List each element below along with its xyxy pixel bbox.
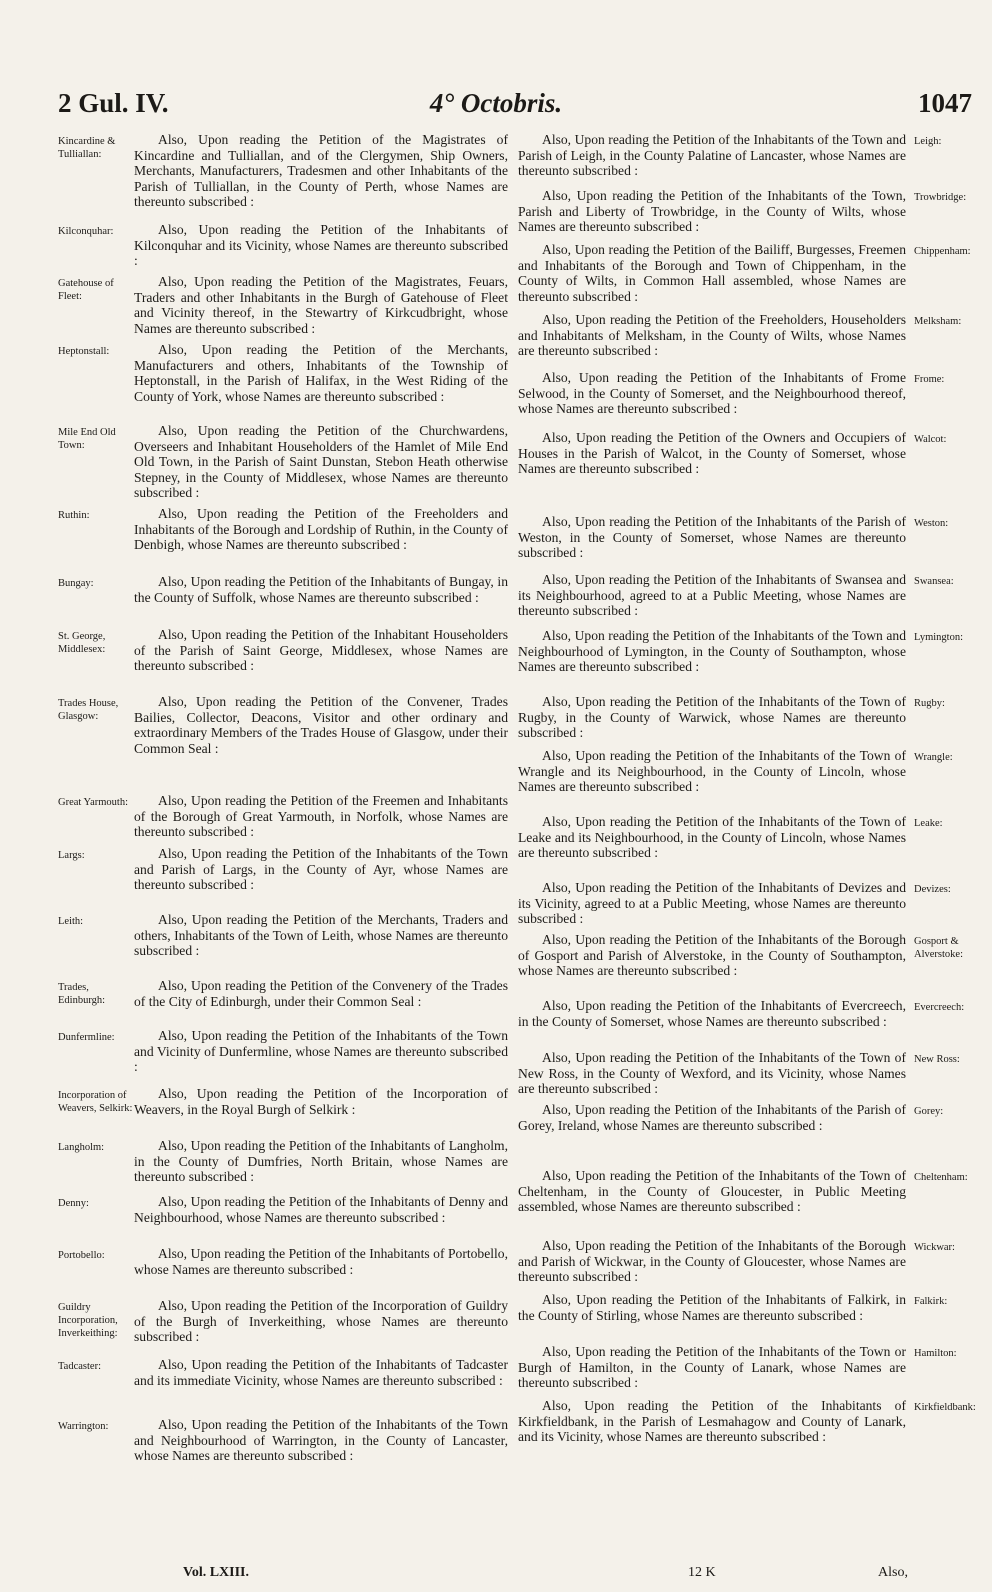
petition-text: Also, Upon reading the Petition of the Inhabitants of Denny and Neighbourhood, whose Names are thereunto subscribed : — [134, 1194, 508, 1225]
petition-text: Also, Upon reading the Petition of the Merchants, Manufacturers and others, Inhabitants of the Township of Heptonstall, in the Parish of Halifax, in the West Riding of the County of York, whose Names are thereunto subscribed : — [134, 342, 508, 404]
petition-entry — [518, 132, 988, 179]
petition-entry — [518, 1398, 988, 1445]
petition-text: Also, Upon reading the Petition of the Inhabitants of Langholm, in the County of Dumfries, North Britain, whose Names are thereunto subscribed : — [134, 1138, 508, 1185]
petition-entry — [58, 423, 508, 501]
petition-entry — [518, 312, 988, 359]
petition-entry — [518, 1238, 988, 1285]
petition-text: Also, Upon reading the Petition of the Inhabitants of the Town and Parish of Leigh, in the County Palatine of Lancaster, whose Names are thereunto subscribed : — [518, 132, 906, 179]
margin-note: Swansea: — [914, 576, 954, 587]
margin-note: Ruthin: — [58, 510, 90, 521]
margin-note: Cheltenham: — [914, 1172, 968, 1183]
petition-text: Also, Upon reading the Petition of the Convenery of the Trades of the City of Edinburgh, under their Common Seal : — [134, 978, 508, 1009]
petition-text: Also, Upon reading the Petition of the Inhabitants of the Town of New Ross, in the County of Wexford, and its Vicinity, whose Names are thereunto subscribed : — [518, 1050, 906, 1097]
petition-entry — [518, 430, 988, 477]
petition-text: Also, Upon reading the Petition of the Inhabitants of the Town of Leake and its Neighbourhood, in the County of Lincoln, whose Names are thereunto subscribed : — [518, 814, 906, 861]
margin-note: Wrangle: — [914, 752, 953, 763]
margin-note: Leake: — [914, 818, 943, 829]
margin-note: Rugby: — [914, 698, 945, 709]
petition-entry — [518, 880, 988, 927]
margin-note: Heptonstall: — [58, 346, 110, 357]
margin-note: Trades, Edinburgh: — [58, 982, 106, 1006]
margin-note: Weston: — [914, 518, 949, 529]
margin-note: Largs: — [58, 850, 85, 861]
regnal-year: 2 Gul. IV. — [58, 88, 169, 118]
petition-entry — [518, 514, 988, 561]
petition-entry — [518, 1102, 988, 1133]
petition-text: Also, Upon reading the Petition of the Inhabitants of the Town or Burgh of Hamilton, in the County of Lanark, whose Names are thereunto subscribed : — [518, 1344, 906, 1391]
petition-text: Also, Upon reading the Petition of the Inhabitants of Swansea and its Neighbourhood, agreed to at a Public Meeting, whose Names are thereunto subscribed : — [518, 572, 906, 619]
margin-note: Wickwar: — [914, 1242, 955, 1253]
margin-note: Tadcaster: — [58, 1361, 101, 1372]
petition-text: Also, Upon reading the Petition of the Incorporation of Guildry of the Burgh of Inverkeithing, whose Names are thereunto subscribed : — [134, 1298, 508, 1345]
petition-entry — [518, 998, 988, 1029]
petition-entry — [58, 793, 508, 840]
petition-text: Also, Upon reading the Petition of the Inhabitants of Bungay, in the County of Suffolk, whose Names are thereunto subscribed : — [134, 574, 508, 605]
petition-text: Also, Upon reading the Petition of the Inhabitants of the Parish of Weston, in the County of Somerset, whose Names are thereunto subscribed : — [518, 514, 906, 561]
margin-note: Bungay: — [58, 578, 94, 589]
petition-entry — [518, 694, 988, 741]
margin-note: Hamilton: — [914, 1348, 957, 1359]
margin-note: Lymington: — [914, 632, 964, 643]
petition-text: Also, Upon reading the Petition of the Freeholders, Householders and Inhabitants of Melksham, in the County of Wilts, whose Names are thereunto subscribed : — [518, 312, 906, 359]
margin-note: Gorey: — [914, 1106, 944, 1117]
petition-entry — [518, 188, 988, 235]
margin-note: Walcot: — [914, 434, 947, 445]
petition-text: Also, Upon reading the Petition of the Inhabitants of Tadcaster and its immediate Vicinity, whose Names are thereunto subscribed : — [134, 1357, 508, 1388]
petition-entry — [518, 1344, 988, 1391]
margin-note: Trowbridge: — [914, 192, 967, 203]
margin-note: Gosport & Alverstoke: — [914, 936, 963, 960]
margin-note: Mile End Old Town: — [58, 427, 116, 451]
petition-entry — [58, 1298, 508, 1345]
petition-entry — [58, 1246, 508, 1277]
petition-text: Also, Upon reading the Petition of the Inhabitants of the Town and Neighbourhood of Warrington, in the County of Lancaster, whose Names are thereunto subscribed : — [134, 1417, 508, 1464]
petition-entry — [58, 1138, 508, 1185]
petition-entry — [58, 846, 508, 893]
petition-entry — [58, 1194, 508, 1225]
petition-text: Also, Upon reading the Petition of the Convener, Trades Bailies, Collector, Deacons, Visitor and other ordinary and extraordinary Members of the Trades House of Glasgow, under their Common Seal : — [134, 694, 508, 756]
petition-entry — [58, 1028, 508, 1075]
petition-text: Also, Upon reading the Petition of the Inhabitants of the Town and Parish of Largs, in the County of Ayr, whose Names are thereunto subscribed : — [134, 846, 508, 893]
margin-note: Guildry Incorporation, Inverkeithing: — [58, 1302, 118, 1339]
margin-note: St. George, Middlesex: — [58, 631, 106, 655]
page-footer — [0, 1565, 992, 1589]
petition-text: Also, Upon reading the Petition of the Merchants, Traders and others, Inhabitants of the Town of Leith, whose Names are thereunto subscribed : — [134, 912, 508, 959]
petition-entry — [518, 370, 988, 417]
margin-note: Portobello: — [58, 1250, 105, 1261]
petition-text: Also, Upon reading the Petition of the Inhabitants of Falkirk, in the County of Stirling, whose Names are thereunto subscribed : — [518, 1292, 906, 1323]
petition-text: Also, Upon reading the Petition of the Bailiff, Burgesses, Freemen and Inhabitants of the Borough and Town of Chippenham, in the County of Wilts, in Common Hall assembled, whose Names are thereunto subscribed : — [518, 242, 906, 304]
petition-text: Also, Upon reading the Petition of the Incorporation of Weavers, in the Royal Burgh of Selkirk : — [134, 1086, 508, 1117]
petition-text: Also, Upon reading the Petition of the Inhabitants of the Town of Rugby, in the County of Warwick, whose Names are thereunto subscribed : — [518, 694, 906, 741]
margin-note: Langholm: — [58, 1142, 105, 1153]
margin-note: Leigh: — [914, 136, 942, 147]
petition-text: Also, Upon reading the Petition of the Magistrates, Feuars, Traders and other Inhabitants in the Burgh of Gatehouse of Fleet and Vicinity thereof, in the Stewartry of Kirkcudbright, whose Names are thereunto subscribed : — [134, 274, 508, 336]
margin-note: Frome: — [914, 374, 945, 385]
petition-entry — [518, 814, 988, 861]
petition-text: Also, Upon reading the Petition of the Inhabitants of Kilconquhar and its Vicinity, whose Names are thereunto subscribed : — [134, 222, 508, 269]
petition-text: Also, Upon reading the Petition of the Freemen and Inhabitants of the Borough of Great Yarmouth, in Norfolk, whose Names are thereunto subscribed : — [134, 793, 508, 840]
page-date: 4° Octobris. — [429, 88, 563, 118]
petition-entry — [58, 274, 508, 336]
page-header — [0, 88, 992, 128]
petition-entry — [58, 978, 508, 1009]
page-number: 1047 — [918, 88, 972, 118]
petition-text: Also, Upon reading the Petition of the Inhabitants of the Parish of Gorey, Ireland, whose Names are thereunto subscribed : — [518, 1102, 906, 1133]
petition-text: Also, Upon reading the Petition of the Inhabitants of Frome Selwood, in the County of Somerset, and the Neighbourhood thereof, whose Names are thereunto subscribed : — [518, 370, 906, 417]
petition-entry — [58, 1357, 508, 1388]
petition-text: Also, Upon reading the Petition of the Inhabitants of the Town and Vicinity of Dunfermline, whose Names are thereunto subscribed : — [134, 1028, 508, 1075]
petition-text: Also, Upon reading the Petition of the Inhabitant Householders of the Parish of Saint George, Middlesex, whose Names are thereunto subscribed : — [134, 627, 508, 674]
signature-mark: 12 K — [688, 1565, 716, 1580]
margin-note: Great Yarmouth: — [58, 797, 128, 808]
petition-entry — [58, 222, 508, 269]
petition-text: Also, Upon reading the Petition of the Inhabitants of Portobello, whose Names are thereunto subscribed : — [134, 1246, 508, 1277]
petition-entry — [58, 1417, 508, 1464]
margin-note: Devizes: — [914, 884, 951, 895]
petition-entry — [58, 132, 508, 210]
petition-text: Also, Upon reading the Petition of the Inhabitants of the Borough and Parish of Wickwar, in the County of Gloucester, whose Names are thereunto subscribed : — [518, 1238, 906, 1285]
margin-note: Gatehouse of Fleet: — [58, 278, 114, 302]
margin-note: Leith: — [58, 916, 84, 927]
petition-entry — [58, 506, 508, 553]
petition-text: Also, Upon reading the Petition of the Magistrates of Kincardine and Tulliallan, and of the Clergymen, Ship Owners, Merchants, Manufacturers, Tradesmen and other Inhabitants of the Parish of Tulliallan, in the County of Perth, whose Names are thereunto subscribed : — [134, 132, 508, 210]
petition-text: Also, Upon reading the Petition of the Inhabitants of Kirkfieldbank, in the Parish of Lesmahagow and County of Lanark, and its Vicinity, whose Names are thereunto subscribed : — [518, 1398, 906, 1445]
margin-note: Evercreech: — [914, 1002, 965, 1013]
petition-entry — [518, 1292, 988, 1323]
petition-entry — [58, 342, 508, 404]
petition-text: Also, Upon reading the Petition of the Inhabitants of the Town, Parish and Liberty of Trowbridge, in the County of Wilts, whose Names are thereunto subscribed : — [518, 188, 906, 235]
petition-entry — [58, 694, 508, 756]
margin-note: Warrington: — [58, 1421, 109, 1432]
petition-entry — [518, 242, 988, 304]
petition-entry — [518, 932, 988, 979]
petition-entry — [518, 1168, 988, 1215]
margin-note: Incorporation of Weavers, Selkirk: — [58, 1090, 133, 1114]
margin-note: Denny: — [58, 1198, 89, 1209]
petition-text: Also, Upon reading the Petition of the Inhabitants of the Borough of Gosport and Parish of Alverstoke, in the County of Southampton, whose Names are thereunto subscribed : — [518, 932, 906, 979]
petition-text: Also, Upon reading the Petition of the Owners and Occupiers of Houses in the Parish of Walcot, in the County of Somerset, whose Names are thereunto subscribed : — [518, 430, 906, 477]
margin-note: New Ross: — [914, 1054, 960, 1065]
petition-entry — [58, 627, 508, 674]
petition-text: Also, Upon reading the Petition of the Inhabitants of the Town of Wrangle and its Neighbourhood, in the County of Lincoln, whose Names are thereunto subscribed : — [518, 748, 906, 795]
petition-text: Also, Upon reading the Petition of the Inhabitants of Evercreech, in the County of Somerset, whose Names are thereunto subscribed : — [518, 998, 906, 1029]
volume-number: Vol. LXIII. — [183, 1565, 250, 1580]
petition-text: Also, Upon reading the Petition of the Inhabitants of the Town and Neighbourhood of Lymington, in the County of Southampton, whose Names are thereunto subscribed : — [518, 628, 906, 675]
petition-entry — [518, 748, 988, 795]
margin-note: Melksham: — [914, 316, 962, 327]
margin-note: Kincardine & Tulliallan: — [58, 136, 116, 160]
petition-text: Also, Upon reading the Petition of the Inhabitants of the Town of Cheltenham, in the County of Gloucester, in Public Meeting assembled, whose Names are thereunto subscribed : — [518, 1168, 906, 1215]
petition-text: Also, Upon reading the Petition of the Freeholders and Inhabitants of the Borough and Lordship of Ruthin, in the County of Denbigh, whose Names are thereunto subscribed : — [134, 506, 508, 553]
margin-note: Kirkfieldbank: — [914, 1402, 976, 1413]
catchword: Also, — [878, 1565, 908, 1580]
petition-entry — [518, 628, 988, 675]
petition-text: Also, Upon reading the Petition of the Inhabitants of Devizes and its Vicinity, agreed to at a Public Meeting, whose Names are thereunto subscribed : — [518, 880, 906, 927]
margin-note: Trades House, Glasgow: — [58, 698, 119, 722]
petition-entry — [518, 572, 988, 619]
petition-entry — [518, 1050, 988, 1097]
petition-text: Also, Upon reading the Petition of the Churchwardens, Overseers and Inhabitant Householders of the Hamlet of Mile End Old Town, in the Parish of Saint Dunstan, Stebon Heath otherwise Stepney, in the County of Middlesex, whose Names are thereunto subscribed : — [134, 423, 508, 501]
margin-note: Chippenham: — [914, 246, 971, 257]
petition-entry — [58, 574, 508, 605]
margin-note: Falkirk: — [914, 1296, 948, 1307]
petition-entry — [58, 1086, 508, 1117]
petition-entry — [58, 912, 508, 959]
margin-note: Dunfermline: — [58, 1032, 115, 1043]
margin-note: Kilconquhar: — [58, 226, 114, 237]
